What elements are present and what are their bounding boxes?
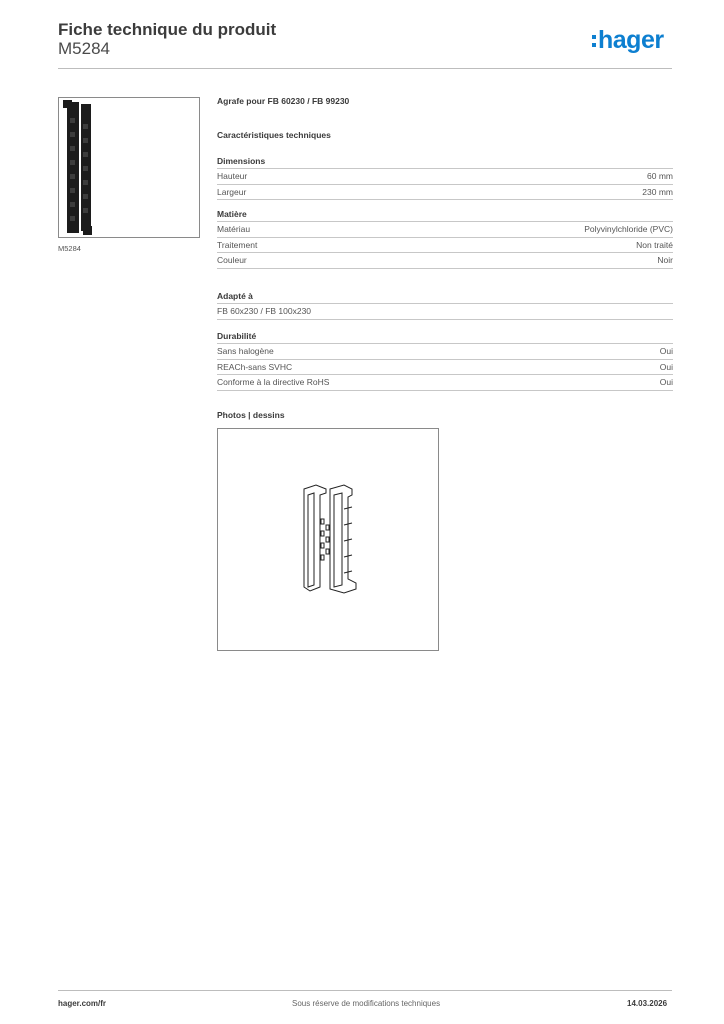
spec-row: [217, 360, 673, 376]
photos-heading: Photos | dessins: [217, 410, 285, 420]
spec-row: [217, 169, 673, 185]
durability-section: [217, 330, 673, 391]
spec-row: [217, 304, 673, 320]
logo-dots-icon: [592, 31, 596, 49]
clip-line-drawing-icon: [218, 429, 438, 650]
spec-label: Sans halogène: [217, 346, 274, 356]
spec-row: [217, 375, 673, 391]
product-image: [58, 97, 200, 238]
spec-label: FB 60x230 / FB 100x230: [217, 306, 312, 316]
spec-value: 230 mm: [642, 186, 673, 197]
section-title: Matière: [217, 208, 673, 222]
spec-label: Traitement: [217, 239, 258, 250]
section-title: Adapté à: [217, 290, 673, 304]
dimensions-section: [217, 155, 673, 200]
footer-disclaimer: Sous réserve de modifications techniques: [292, 999, 441, 1008]
spec-label: REACh-sans SVHC: [217, 361, 293, 372]
spec-value: Non traité: [636, 239, 673, 250]
section-title: Durabilité: [217, 330, 673, 344]
product-image-caption: M5284: [58, 244, 81, 253]
spec-label: Couleur: [217, 255, 247, 265]
logo-text: hager: [598, 26, 664, 54]
header-divider: [58, 68, 672, 69]
spec-row: [217, 222, 673, 238]
spec-row: [217, 238, 673, 254]
footer-date: 14.03.2026: [627, 999, 668, 1008]
spec-row: [217, 185, 673, 201]
spec-row: [217, 344, 673, 360]
specs-heading: Caractéristiques techniques: [217, 130, 331, 140]
footer-divider: [58, 990, 672, 991]
spec-value: Oui: [659, 361, 673, 372]
spec-value: 60 mm: [647, 171, 673, 181]
spec-value: Oui: [659, 377, 673, 387]
spec-label: Hauteur: [217, 171, 248, 181]
spec-value: Polyvinylchloride (PVC): [584, 224, 673, 234]
footer-website-link[interactable]: hager.com/fr: [58, 999, 107, 1008]
product-drawing: [217, 428, 439, 651]
product-name: Agrafe pour FB 60230 / FB 99230: [217, 96, 350, 106]
spec-label: Largeur: [217, 186, 247, 197]
spec-value: Oui: [659, 346, 673, 356]
spec-label: Matériau: [217, 224, 251, 234]
page-title: Fiche technique du produit: [58, 20, 277, 39]
compatibility-section: [217, 290, 673, 320]
hager-logo: [592, 26, 664, 55]
material-section: [217, 208, 673, 269]
product-reference: M5284: [58, 39, 110, 58]
section-title: Dimensions: [217, 155, 673, 169]
clip-product-photo-icon: [59, 98, 199, 237]
spec-value: Noir: [657, 255, 673, 265]
spec-label: Conforme à la directive RoHS: [217, 377, 330, 387]
spec-row: [217, 253, 673, 269]
